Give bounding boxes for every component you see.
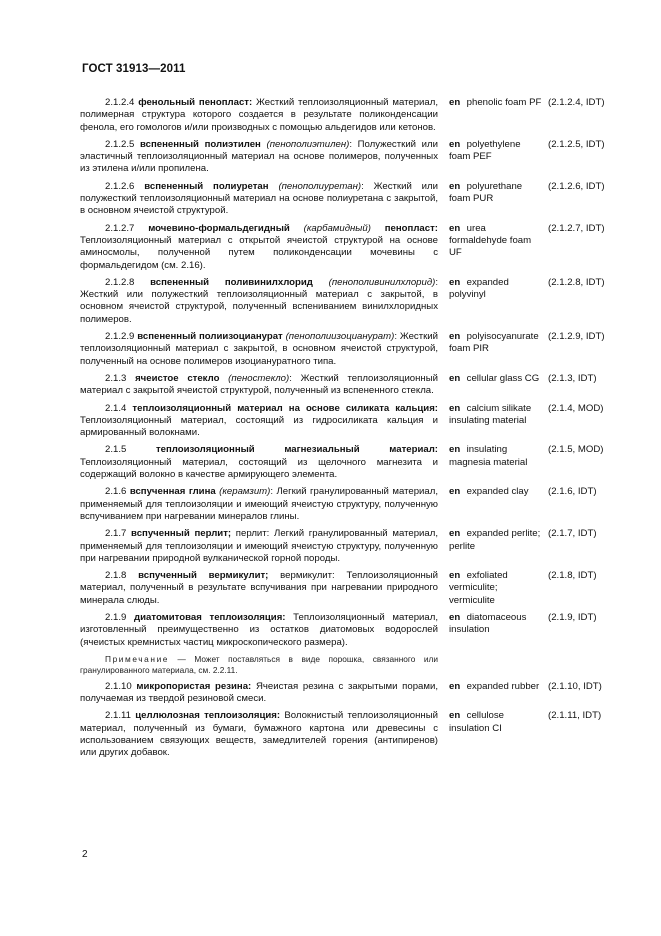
term-entry: [80, 403, 620, 440]
term-definition: [80, 223, 438, 272]
language-code: en: [449, 138, 461, 150]
term-name: теплоизоляционный магнезиальный материал:: [155, 444, 438, 456]
english-equivalent: [449, 444, 544, 469]
term-number: 2.1.5: [105, 444, 127, 456]
term-entry: [80, 97, 620, 134]
term-entry: [80, 181, 620, 218]
term-entry: [80, 331, 620, 368]
page-number: 2: [82, 849, 88, 860]
term-number: 2.1.4: [105, 402, 127, 414]
term-definition-text: : Полужесткий или эластичный теплоизоляционный материал на основе полимеров, полученных из этилена и/или пропилена.: [80, 138, 438, 175]
language-code: en: [449, 528, 461, 540]
terms-group-before-note: [80, 97, 620, 649]
term-definition: [80, 710, 438, 759]
term-number: 2.1.7: [105, 528, 127, 540]
standard-reference: (2.1.11, IDT): [548, 710, 602, 722]
term-number: 2.1.11: [105, 710, 131, 722]
term-entry: [80, 570, 620, 607]
term-number: 2.1.3: [105, 372, 127, 384]
terms-list: [80, 97, 620, 765]
english-equivalent: [449, 403, 544, 428]
term-definition: [80, 612, 438, 649]
english-term: exfoliated vermiculite; vermiculite: [449, 570, 508, 606]
term-name: ячеистое стекло: [135, 372, 220, 384]
language-code: en: [449, 444, 461, 456]
document-header: ГОСТ 31913—2011: [82, 63, 186, 75]
term-definition-text: перлит: Легкий гранулированный материал, применяемый для теплоизоляции и имеющий ячеистую структуру, полученную при нагревании природной вулканической горной породы.: [80, 528, 438, 564]
english-term: insulating magnesia material: [449, 444, 528, 468]
language-code: en: [449, 710, 461, 722]
note-label: Примечание: [105, 653, 170, 664]
term-number: 2.1.2.9: [105, 331, 135, 343]
term-number: 2.1.8: [105, 570, 127, 582]
term-definition-text: Волокнистый теплоизоляционный материал, полученный из бумаги, бумажного картона или древесины с использованием связующих веществ, замедлителей горения (антипиренов) или других добавок.: [80, 710, 438, 759]
term-entry: [80, 277, 620, 326]
term-definition: [80, 181, 438, 218]
standard-reference: (2.1.2.9, IDT): [548, 331, 605, 343]
term-definition: [80, 570, 438, 607]
term-number: 2.1.6: [105, 486, 127, 498]
language-code: en: [449, 372, 461, 384]
term-definition-text: : Легкий гранулированный материал, применяемый для теплоизоляции и имеющий ячеистую структуру, полученную вспучиванием при нагревании минералов глины.: [80, 486, 438, 522]
language-code: en: [449, 97, 461, 108]
english-term: expanded polyvinyl: [449, 276, 509, 301]
term-name: вспененный полиэтилен: [140, 138, 261, 150]
english-term: expanded clay: [466, 486, 529, 498]
language-code: en: [449, 331, 461, 343]
english-equivalent: [449, 139, 544, 164]
language-code: en: [449, 222, 461, 234]
term-definition-text: : Жесткий или полужесткий теплоизоляционный материал на основе полиуретана с закрытой, в основном ячеистой структурой.: [80, 180, 438, 217]
standard-reference: (2.1.2.7, IDT): [548, 222, 605, 234]
english-term: polyurethane foam PUR: [449, 180, 523, 205]
standard-reference: (2.1.2.6, IDT): [548, 180, 605, 192]
language-code: en: [449, 402, 461, 414]
term-definition-text: Теплоизоляционный материал, состоящий из гидросиликата кальция и армированный волокнами.: [80, 414, 438, 439]
term-entry: [80, 681, 620, 706]
english-term: expanded rubber: [466, 680, 540, 692]
term-definition: [80, 444, 438, 481]
english-term: urea formaldehyde foam UF: [449, 222, 532, 259]
english-term: diatomaceous insulation: [449, 611, 527, 636]
standard-reference: (2.1.2.8, IDT): [548, 276, 605, 288]
note-text: — Может поставляться в виде порошка, связанного или гранулированного материала, см. 2.2.11.: [80, 653, 438, 675]
english-term: expanded perlite; perlite: [449, 528, 541, 552]
english-equivalent: [449, 681, 544, 693]
term-definition-text: Жесткий теплоизоляционный материал, полимерная структура которого создается в результате поликонденсации фенола, его гомологов и/или производных с помощью альдегидов или кетонов.: [80, 97, 438, 133]
term-definition: [80, 403, 438, 440]
standard-reference: (2.1.9, IDT): [548, 611, 597, 623]
english-term: calcium silikate insulating material: [449, 402, 532, 426]
language-code: en: [449, 276, 461, 288]
term-number: 2.1.2.7: [105, 222, 135, 234]
term-number: 2.1.2.4: [105, 97, 135, 108]
term-synonym: (пенополиэтилен): [260, 138, 350, 150]
term-name-cont: пенопласт:: [370, 222, 438, 234]
standard-reference: (2.1.2.5, IDT): [548, 138, 605, 150]
english-equivalent: [449, 612, 544, 637]
term-synonym: (карбамидный): [289, 222, 371, 234]
term-number: 2.1.2.6: [105, 180, 135, 192]
term-name: фенольный пенопласт:: [138, 97, 253, 108]
term-definition: [80, 528, 438, 565]
term-name: диатомитовая теплоизоляция:: [134, 611, 286, 623]
english-term: polyethylene foam PEF: [449, 138, 521, 163]
standard-reference: (2.1.2.4, IDT): [548, 97, 605, 108]
english-equivalent: [449, 486, 544, 498]
term-definition-text: вермикулит: Теплоизоляционный материал, полученный в результате вспучивания при нагревании природного минерала слюды.: [80, 570, 439, 606]
term-definition-text: Теплоизоляционный материал, изготовленный преимущественно из остатков диатомовых водорослей (ячеистых кремнистых частиц микроскопического размера).: [80, 611, 438, 648]
standard-reference: (2.1.7, IDT): [548, 528, 597, 540]
term-synonym: (пенополивинилхлорид): [312, 276, 436, 288]
term-synonym: (пенополиуретан): [268, 180, 362, 192]
term-definition-text: Ячеистая резина с закрытыми порами, получаемая из твердой резиновой смеси.: [80, 680, 438, 705]
term-entry: [80, 710, 620, 759]
term-definition: [80, 486, 438, 523]
term-definition: [80, 373, 438, 398]
standard-reference: (2.1.10, IDT): [548, 680, 602, 692]
standard-reference: (2.1.6, IDT): [548, 486, 597, 498]
language-code: en: [449, 180, 461, 192]
term-definition-text: : Жесткий теплоизоляционный материал с закрытой, в основном ячеистой структурой, полученный на основе полимеров изоциануратного типа.: [80, 331, 439, 367]
term-entry: [80, 486, 620, 523]
term-name: вспученный вермикулит;: [138, 570, 269, 582]
term-definition-text: : Жесткий или полужесткий теплоизоляционный материал с закрытой, в основном ячеистой структурой, полученный вспениванием винилхлоридных полимеров.: [80, 276, 438, 325]
term-entry: [80, 612, 620, 649]
language-code: en: [449, 680, 461, 692]
english-equivalent: [449, 373, 544, 385]
english-term: cellular glass CG: [466, 372, 540, 384]
term-number: 2.1.9: [105, 611, 127, 623]
english-equivalent: [449, 277, 544, 302]
term-number: 2.1.2.8: [105, 276, 135, 288]
language-code: en: [449, 570, 461, 582]
english-equivalent: [449, 570, 544, 607]
english-term: cellulose insulation CI: [449, 710, 505, 734]
term-definition: [80, 681, 438, 706]
term-name: вспученный перлит;: [131, 528, 232, 540]
term-name: вспученная глина: [129, 486, 216, 498]
term-number: 2.1.2.5: [105, 138, 135, 150]
term-synonym: (пенополиизоцианурат): [282, 331, 395, 343]
english-equivalent: [449, 97, 544, 109]
term-definition: [80, 139, 438, 176]
terms-group-after-note: [80, 681, 620, 760]
term-name: вспененный полиуретан: [144, 180, 269, 192]
language-code: en: [449, 486, 461, 498]
standard-reference: (2.1.3, IDT): [548, 372, 597, 384]
standard-reference: (2.1.4, MOD): [548, 402, 604, 414]
term-entry: [80, 444, 620, 481]
term-name: вспененный полиизоцианурат: [137, 331, 283, 343]
term-name: вспененный поливинилхлорид: [150, 276, 313, 288]
note: [80, 654, 438, 676]
term-definition: [80, 331, 438, 368]
english-term: polyisocyanurate foam PIR: [449, 331, 539, 355]
term-name: целлюлозная теплоизоляция:: [135, 710, 281, 722]
term-definition-text: : Жесткий теплоизоляционный материал с закрытой ячеистой структурой, полученный из вспененного стекла.: [80, 372, 438, 397]
english-equivalent: [449, 710, 544, 735]
english-equivalent: [449, 331, 544, 356]
term-entry: [80, 373, 620, 398]
standard-reference: (2.1.5, MOD): [548, 444, 604, 456]
english-term: phenolic foam PF: [466, 97, 542, 108]
term-definition: [80, 277, 438, 326]
term-entry: [80, 528, 620, 565]
term-definition-text: Теплоизоляционный материал с открытой ячеистой структурой на основе аминосмолы, полученной путем поликонденсации мочевины с формальдегидом (см. 2.16).: [80, 234, 438, 271]
english-equivalent: [449, 528, 544, 553]
term-name: микропористая резина:: [136, 680, 252, 692]
term-number: 2.1.10: [105, 680, 132, 692]
language-code: en: [449, 611, 461, 623]
english-equivalent: [449, 181, 544, 206]
term-synonym: (керамзит): [215, 486, 271, 498]
english-equivalent: [449, 223, 544, 260]
term-entry: [80, 223, 620, 272]
term-definition: [80, 97, 438, 134]
term-definition-text: Теплоизоляционный материал, состоящий из щелочного магнезита и содержащий волокно в качестве армирующего элемента.: [80, 456, 438, 481]
term-name: теплоизоляционный материал на основе силиката кальция:: [132, 402, 438, 414]
term-entry: [80, 139, 620, 176]
term-synonym: (пеностекло): [219, 372, 290, 384]
term-name: мочевино-формальдегидный: [148, 222, 290, 234]
standard-reference: (2.1.8, IDT): [548, 570, 597, 582]
